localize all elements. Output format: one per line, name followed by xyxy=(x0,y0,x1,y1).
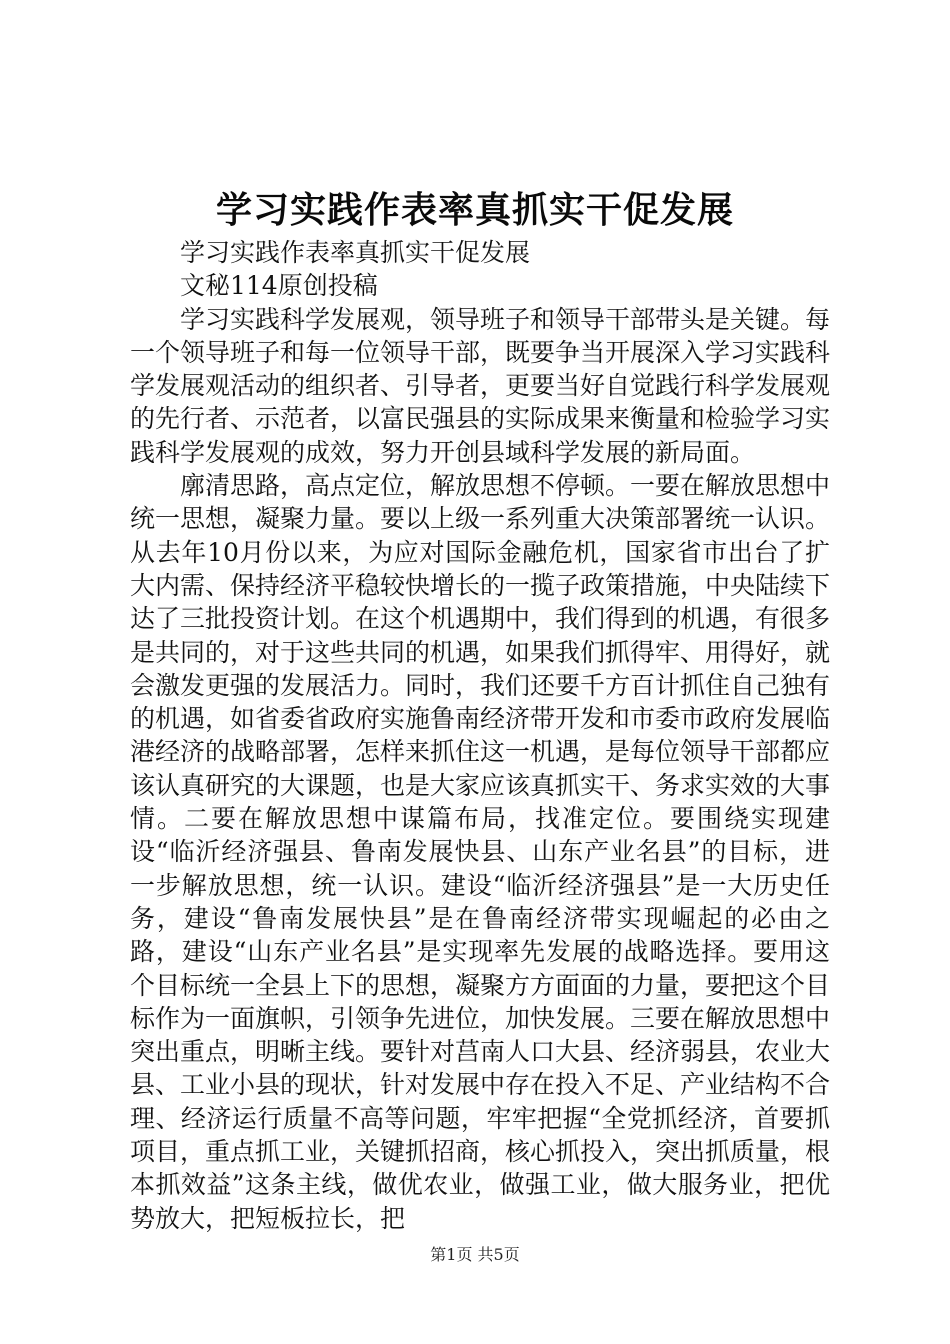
paragraph-1: 学习实践科学发展观，领导班子和领导干部带头是关键。每一个领导班子和每一位领导干部，既要争当开展深入学习实践科学发展观活动的组织者、引导者，更要当好自觉践行科学发展观的先行者、示范者，以富民强县的实际成果来衡量和检验学习实践科学发展观的成效，努力开创县域科学发展的新局面。 xyxy=(130,304,831,467)
subtitle-line: 学习实践作表率真抓实干促发展 xyxy=(180,238,531,267)
document-title: 学习实践作表率真抓实干促发展 xyxy=(215,189,734,231)
document-body xyxy=(130,236,830,1235)
paragraph-2: 廓清思路，高点定位，解放思想不停顿。一要在解放思想中统一思想，凝聚力量。要以上级一系列重大决策部署统一认识。从去年10月份以来，为应对国际金融危机，国家省市出台了扩大内需、保持经济平稳较快增长的一揽子政策措施，中央陆续下达了三批投资计划。在这个机遇期中，我们得到的机遇，有很多是共同的，对于这些共同的机遇，如果我们抓得牢、用得好，就会激发更强的发展活力。同时，我们还要千方百计抓住自己独有的机遇，如省委省政府实施鲁南经济带开发和市委市政府发展临港经济的战略部署，怎样来抓住这一机遇，是每位领导干部都应该认真研究的大课题，也是大家应该真抓实干、务求实效的大事情。二要在解放思想中谋篇布局，找准定位。要围绕实现建设“临沂经济强县、鲁南发展快县、山东产业名县”的目标，进一步解放思想，统一认识。建设“临沂经济强县”是一大历史任务，建设“鲁南发展快县”是在鲁南经济带实现崛起的必由之路，建设“山东产业名县”是实现率先发展的战略选择。要用这个目标统一全县上下的思想，凝聚方方面面的力量，要把这个目标作为一面旗帜，引领争先进位，加快发展。三要在解放思想中突出重点，明晰主线。要针对莒南人口大县、经济弱县，农业大县、工业小县的现状，针对发展中存在投入不足、产业结构不合理、经济运行质量不高等问题，牢牢把握“全党抓经济，首要抓项目，重点抓工业，关键抓招商，核心抓投入，突出抓质量，根本抓效益”这条主线，做优农业，做强工业，做大服务业，把优势放大，把短板拉长，把 xyxy=(130,471,831,1233)
byline: 文秘114原创投稿 xyxy=(180,271,378,301)
page-footer: 第1页 共5页 xyxy=(430,1245,520,1264)
